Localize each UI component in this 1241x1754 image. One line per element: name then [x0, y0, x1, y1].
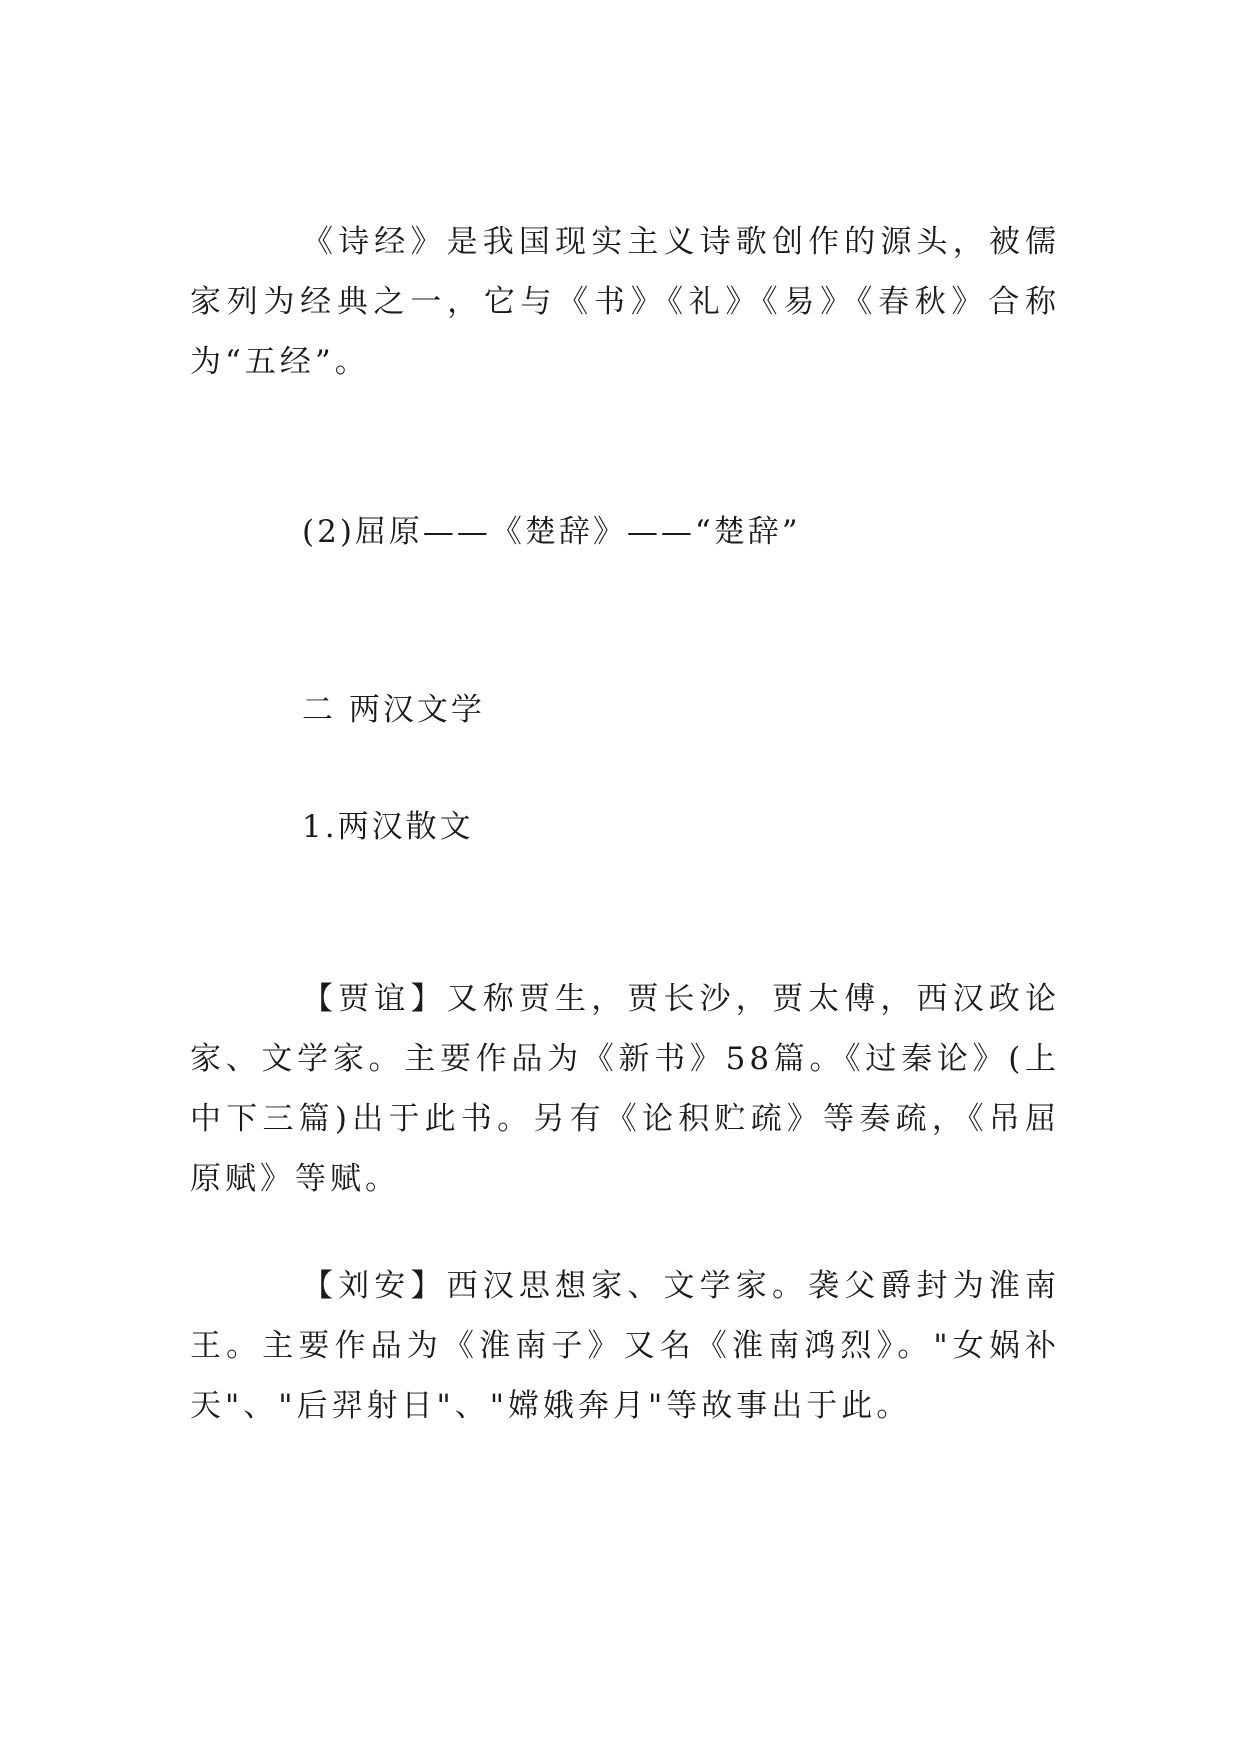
- paragraph-shijing: 《诗经》是我国现实主义诗歌创作的源头，被儒家列为经典之一，它与《书》《礼》《易》《春秋》合称为“五经”。: [190, 224, 1060, 380]
- paragraph-jia-yi: 【贾谊】又称贾生，贾长沙，贾太傅，西汉政论家、文学家。主要作品为《新书》58篇。《过秦论》(上中下三篇)出于此书。另有《论积贮疏》等奏疏，《吊屈原赋》等赋。: [190, 981, 1060, 1197]
- subheading-quyuan: (2)屈原——《楚辞》——“楚辞”: [302, 514, 801, 550]
- section-heading-liang-han: 二 两汉文学: [302, 692, 485, 728]
- subheading-liang-han-sanwen: 1.两汉散文: [302, 809, 474, 845]
- paragraph-liu-an: 【刘安】西汉思想家、文学家。袭父爵封为淮南王。主要作品为《淮南子》又名《淮南鸿烈》。"女娲补天"、"后羿射日"、"嫦娥奔月"等故事出于此。: [190, 1268, 1060, 1424]
